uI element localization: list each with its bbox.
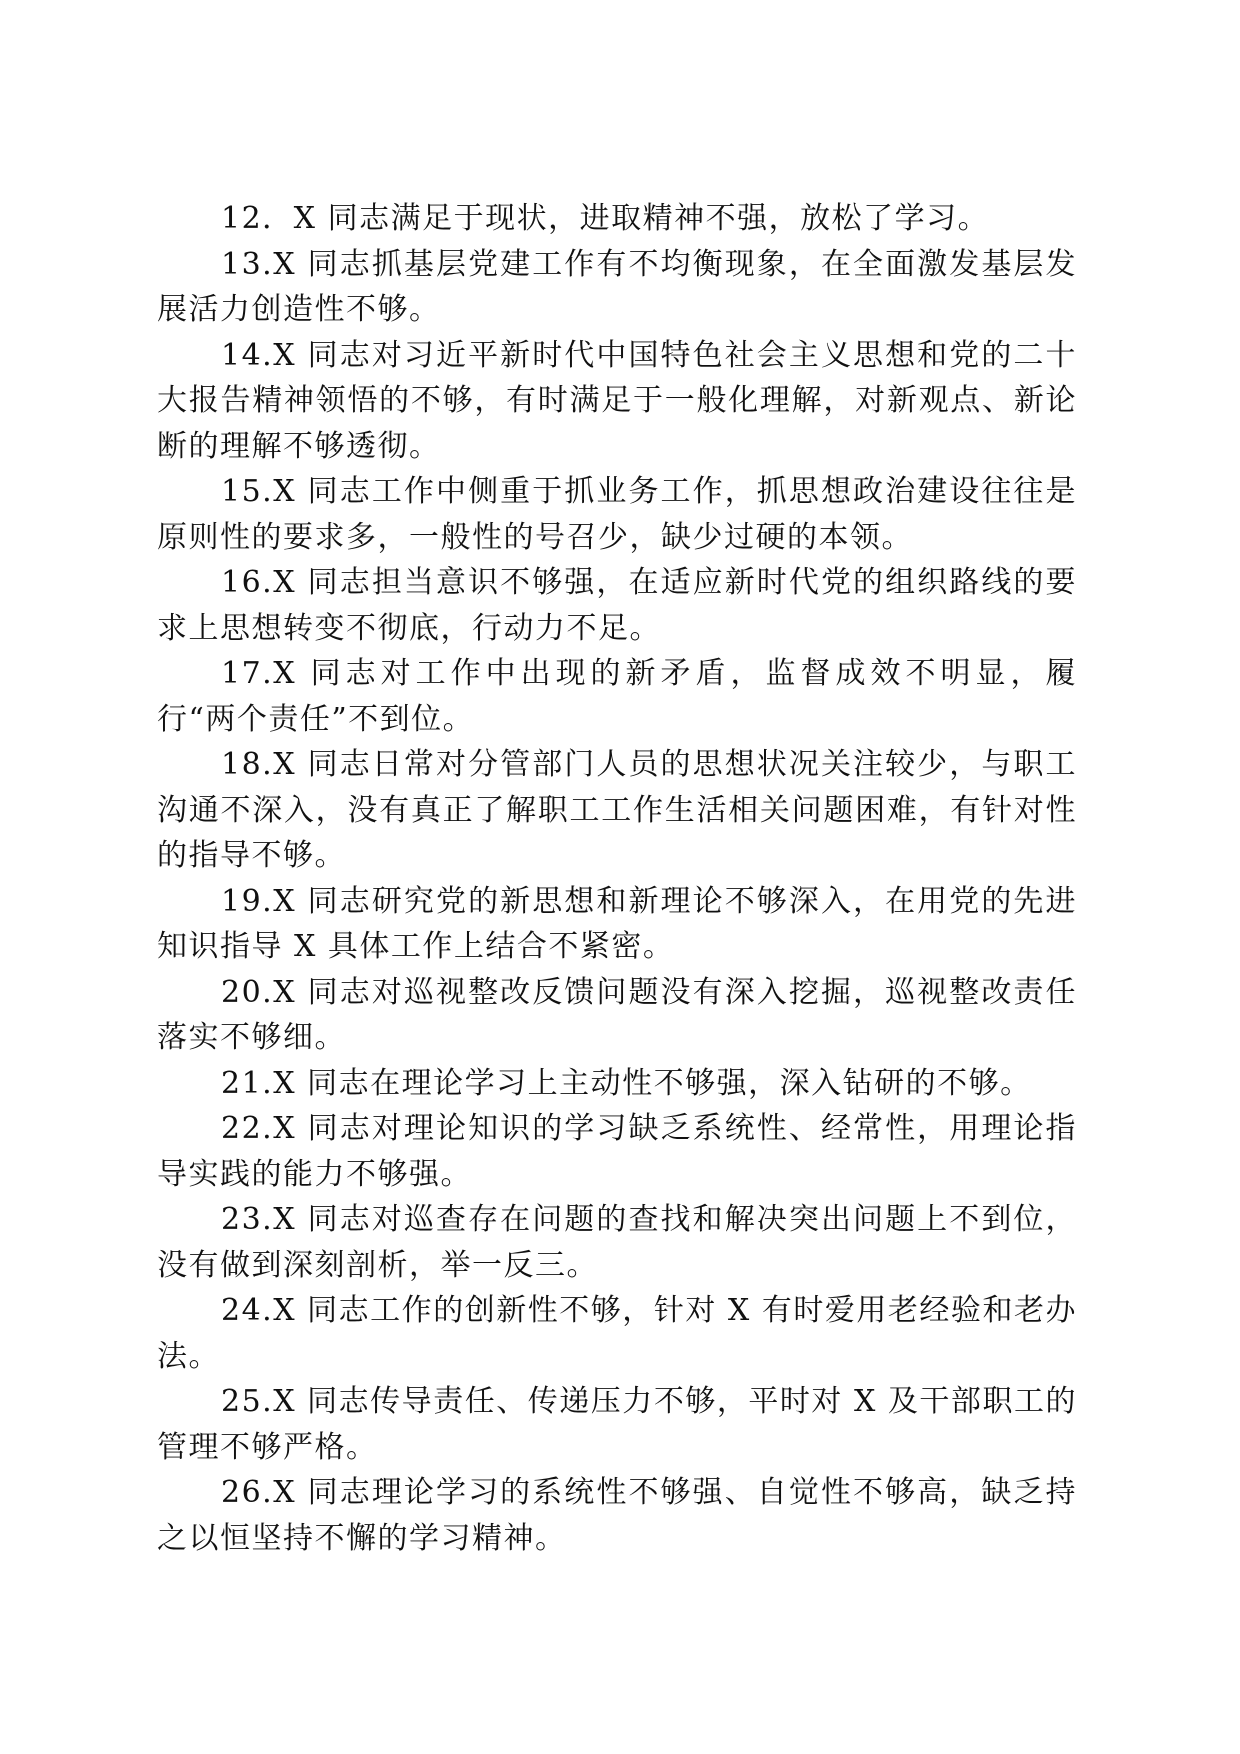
paragraph-item-20: 20.X 同志对巡视整改反馈问题没有深入挖掘，巡视整改责任落实不够细。 <box>157 974 1077 1055</box>
paragraph-item-12: 12．X 同志满足于现状，进取精神不强，放松了学习。 <box>221 201 990 236</box>
paragraph-item-14: 14.X 同志对习近平新时代中国特色社会主义思想和党的二十大报告精神领悟的不够，有时满足于一般化理解，对新观点、新论断的理解不够透彻。 <box>157 337 1077 464</box>
paragraph-item-18: 18.X 同志日常对分管部门人员的思想状况关注较少，与职工沟通不深入，没有真正了解职工工作生活相关问题困难，有针对性的指导不够。 <box>157 747 1077 873</box>
paragraph-item-15: 15.X 同志工作中侧重于抓业务工作，抓思想政治建设往往是原则性的要求多，一般性的号召少，缺少过硬的本领。 <box>157 474 1077 555</box>
paragraph-item-19: 19.X 同志研究党的新思想和新理论不够深入，在用党的先进知识指导 X 具体工作上结合不紧密。 <box>157 883 1077 964</box>
paragraph-item-21: 21.X 同志在理论学习上主动性不够强，深入钻研的不够。 <box>221 1065 1032 1101</box>
paragraph-item-16: 16.X 同志担当意识不够强，在适应新时代党的组织路线的要求上思想转变不彻底，行动力不足。 <box>157 565 1077 646</box>
paragraph-item-26: 26.X 同志理论学习的系统性不够强、自觉性不够高，缺乏持之以恒坚持不懈的学习精神。 <box>157 1475 1077 1556</box>
paragraph-item-22: 22.X 同志对理论知识的学习缺乏系统性、经常性，用理论指导实践的能力不够强。 <box>157 1111 1077 1192</box>
paragraph-item-17: 17.X 同志对工作中出现的新矛盾，监督成效不明显，履行“两个责任”不到位。 <box>157 656 1077 737</box>
paragraph-item-25: 25.X 同志传导责任、传递压力不够，平时对 X 及干部职工的管理不够严格。 <box>157 1384 1077 1465</box>
paragraph-item-24: 24.X 同志工作的创新性不够，针对 X 有时爱用老经验和老办法。 <box>157 1293 1077 1374</box>
document-body <box>157 196 1077 1561</box>
paragraph-item-23: 23.X 同志对巡查存在问题的查找和解决突出问题上不到位，没有做到深刻剖析，举一反三。 <box>157 1202 1077 1283</box>
paragraph-item-13: 13.X 同志抓基层党建工作有不均衡现象，在全面激发基层发展活力创造性不够。 <box>157 246 1077 327</box>
